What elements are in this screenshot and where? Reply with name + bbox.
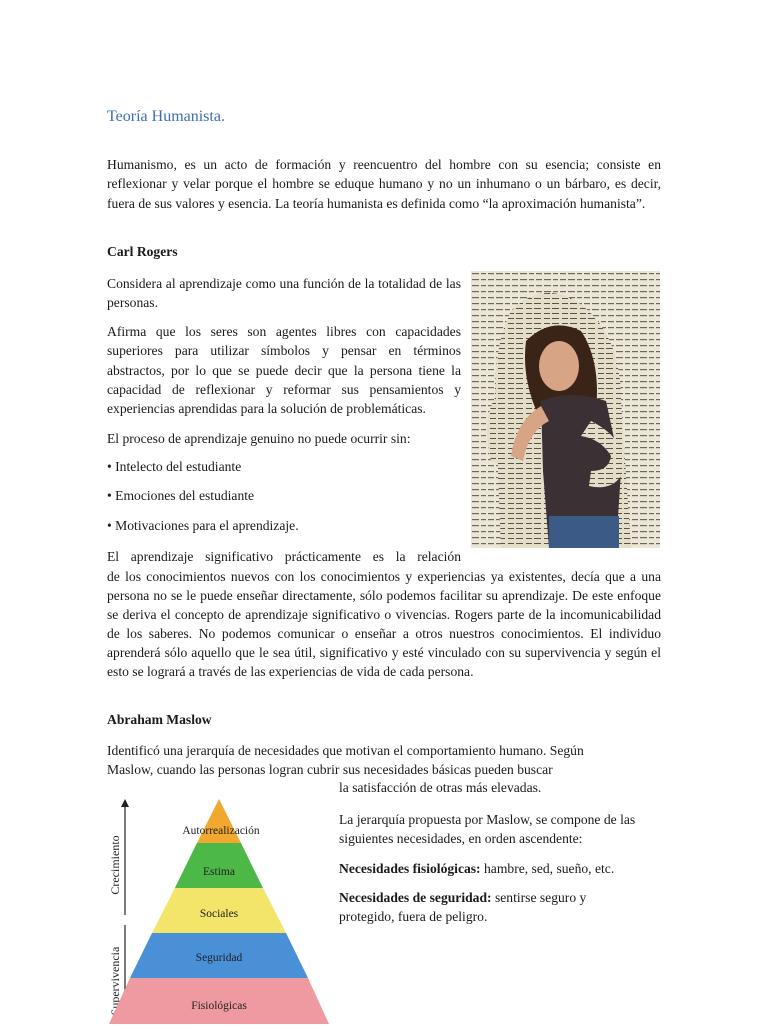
rogers-paragraph-4-first-line: El aprendizaje significativo prácticamente es la relación xyxy=(107,549,461,564)
axis-bottom-label: Supervivencia xyxy=(108,946,122,1016)
level-label-safety: Seguridad xyxy=(195,952,243,964)
rogers-paragraph-2: Afirma que los seres son agentes libres con capacidades superiores para utilizar símbolos y pensar en términos abstractos, por lo que se puede decir que la persona tiene la capacidad de reflexionar y reformar sus pensamientos y experiencias aprendidas para la solución de problemáticas. xyxy=(107,324,461,417)
humanism-photo xyxy=(471,271,660,548)
rogers-heading: Carl Rogers xyxy=(107,244,178,259)
growth-axis-arrow xyxy=(121,799,129,807)
level-label-physiological: Fisiológicas xyxy=(191,1000,247,1012)
physiological-needs-text: hambre, sed, sueño, etc. xyxy=(480,861,615,876)
physiological-needs xyxy=(339,859,661,878)
bullet-item: • Intelecto del estudiante xyxy=(107,459,242,474)
maslow-paragraph-1: Identificó una jerarquía de necesidades que motivan el comportamiento humano. Según Maslow, cuando las personas logran cubrir sus necesidades básicas pueden buscar xyxy=(107,743,584,778)
safety-needs xyxy=(339,888,629,927)
rogers-paragraph-3: El proceso de aprendizaje genuino no puede ocurrir sin: xyxy=(107,431,411,446)
intro-paragraph: Humanismo, es un acto de formación y reencuentro del hombre con su esencia; consiste en reflexionar y velar porque el hombre se eduque humano y no un inhumano o un bárbaro, es decir, fuera de sus valores y esencia. La teoría humanista es definida como “la aproximación humanista”. xyxy=(107,157,661,211)
maslow-heading: Abraham Maslow xyxy=(107,712,212,727)
level-label-esteem: Estima xyxy=(203,866,235,878)
maslow-paragraph-1-continued: la satisfacción de otras más elevadas. xyxy=(339,780,542,795)
maslow-pyramid xyxy=(107,795,331,1024)
level-label-self-actualization: Autorrealización xyxy=(182,825,260,837)
axis-top-label: Crecimiento xyxy=(108,835,122,895)
page-title: Teoría Humanista. xyxy=(107,108,225,125)
physiological-needs-label: Necesidades fisiológicas: xyxy=(339,861,481,876)
safety-needs-label: Necesidades de seguridad: xyxy=(339,890,492,905)
safety-needs-text: sentirse seguro y protegido, fuera de peligro. xyxy=(339,890,587,925)
level-label-social: Sociales xyxy=(199,908,239,920)
rogers-paragraph-1: Considera al aprendizaje como una función de la totalidad de las personas. xyxy=(107,276,461,311)
rogers-paragraph-4: de los conocimientos nuevos con los conocimientos y experiencias ya existentes, decía que a una persona no se le puede enseñar directamente, sólo podemos facilitar su aprendizaje. De este enfoque se deriva el concepto de aprendizaje significativo o vivencias. Rogers parte de la incomunicabilidad de los saberes. No podemos comunicar o enseñar a otros nuestros conocimientos. El individuo aprenderá sólo aquello que le sea útil, significativo y esté vinculado con su supervivencia y según el esto se logrará a través de las experiencias de vida de cada persona. xyxy=(107,569,661,680)
bullet-item: • Motivaciones para el aprendizaje. xyxy=(107,518,299,533)
bullet-item: • Emociones del estudiante xyxy=(107,488,255,503)
maslow-paragraph-2: La jerarquía propuesta por Maslow, se compone de las siguientes necesidades, en orden ascendente: xyxy=(339,812,636,847)
